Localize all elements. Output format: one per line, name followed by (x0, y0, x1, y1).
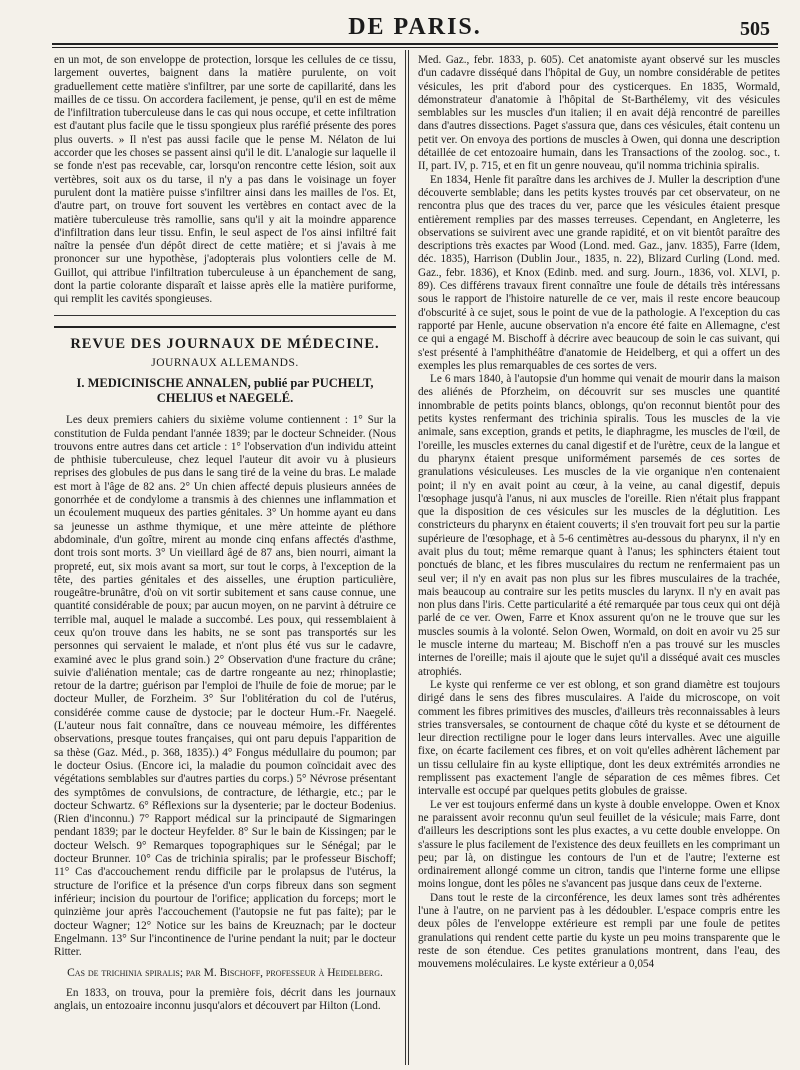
section-subtitle: JOURNAUX ALLEMANDS. (151, 356, 299, 369)
paragraph: Dans tout le reste de la circonférence, les deux lames sont très adhérentes l'une à l'autre, on ne parvient pas à les dédoubler. L'espace compris entre les deux pôles de l'enveloppe extérieure est rempli par une foule de petites granulations qui rendent cette partie du kyste un peu moins transparente que le reste de son étendue. Ces petites granulations montrent, dans l'eau, des mouvemens moléculaires. Le kyste extérieur a 0,054 (418, 891, 780, 971)
section-rule-thick (54, 326, 396, 328)
column-divider-second (408, 50, 409, 1065)
paragraph: En 1833, on trouva, pour la première fois, décrit dans les journaux anglais, un entozoaire inconnu jusqu'alors et découvert par Hilton (Lond. (54, 986, 396, 1012)
paragraph: Les deux premiers cahiers du sixième volume contiennent : 1° Sur la constitution de Fulda pendant l'année 1839; par le docteur Schneider. (Nous trouvons entre autres dans cet article : 1° l'observation d'un individu atteint de phthisie tuberculeuse, chez lequel l'auteur dit avoir vu à plusieurs reprises des globules de pus dans le sang tiré de la veine du bras. Le malade est mort à l'âge de 82 ans. 2° Un chien affecté depuis plusieurs années de gonorrhée et de condylome a transmis à des chiennes une inflammation et un écoulement muqueux des parties génitales. 3° Un homme ayant eu dans sa jeunesse un asthme thymique, et une mère atteinte de pléthore abdominale, d'un goître, mirent au monde cinq enfans affectés d'asthme, dont trois sont morts. 3° Un vieillard âgé de 87 ans, bien nourri, aimant la propreté, eut, six mois avant sa mort, sur tout le corps, à l'exception de la tête, des parties génitales et des aisselles, une éruption particulière, rougeâtre-brunâtre, d'où on vit sortir subitement et sans cause connue, une quantité considérable de poux; par aucun moyen, on ne parvint à détruire ce terrible mal, auquel le malade a succombé. Les poux, qui ressemblaient à ceux qu'on trouve dans les habits, ne se sont pas transportés sur les personnes qui servaient le malade, et n'ont plus été vus sur le cadavre, examiné avec le plus grand soin.) 2° Observation d'une fracture du crâne; suivie d'aliénation mentale; cas de dartre rongeante au nez; rhinoplastie; retour de la dartre; guérison par l'emploi de l'huile de foie de morue; par le docteur Muller, de Forzheim. 3° Sur l'oblitération du col de l'utérus, considérée comme cause de dystocie; par le docteur Hum.-Fr. Naegelé. (L'auteur nous fait connaître, dans ce nouveau mémoire, les différentes observations, presque toutes françaises, qui ont paru depuis l'apparition de sa thèse (Gaz. Méd., p. 368, 1835).) 4° Fongus médullaire du poumon; par le docteur Osius. (Encore ici, la maladie du poumon coïncidait avec des végétations semblables sur d'autres parties du corps.) 5° Névrose présentant des symptômes de convulsions, de contracture, de léthargie, etc.; par le docteur Schwartz. 6° Réflexions sur la dysenterie; par le docteur Bodenius. (Rien d'inconnu.) 7° Rapport médical sur la principauté de Sigmaringen pendant 1839; par le docteur Heyfelder. 8° Sur le bain de Kissingen; par le docteur Welsch. 9° Remarques topographiques sur le Sénégal; par le docteur Brunner. 10° Cas de trichinia spiralis; par le professeur Bischoff; 11° Cas d'accouchement rendu difficile par le prolapsus de l'utérus, la structure de l'orifice et la présence d'un corps fibreux dans son segment inférieur; incision du pourtour de l'orifice; application du forceps; mort le quinzième jour après l'accouchement (l'autopsie ne fut pas faite); par le docteur Wagner; 12° Notice sur les bains de Kreuznach; par le docteur Engelmann. 13° Sur l'incontinence de l'urine pendant la nuit; par le docteur Ritter. (54, 414, 396, 959)
page-header (52, 12, 778, 46)
paragraph: Le ver est toujours enfermé dans un kyste à double enveloppe. Owen et Knox ne paraissent avoir reconnu qu'un seul feuillet de la vésicule; mais Farre, dont d'ailleurs les descriptions sont les plus exactes, a vu cette double enveloppe. On s'assure le plus facilement de l'existence des deux feuillets en les comprimant un peu; par là, on distingue les contours de l'un et de l'autre; l'externe est ordinairement allongé comme un citron, tandis que l'interne forme une ellipse moins longue, dont les pôles ne s'avancent pas jusque dans ceux de l'externe. (418, 798, 780, 891)
column-divider (405, 50, 406, 1065)
paragraph: Le 6 mars 1840, à l'autopsie d'un homme qui venait de mourir dans la maison des aliénés de Pforzheim, on découvrit sur ses muscles une quantité innombrable de petits points blancs, oblongs, qu'on reconnut bientôt pour des petits kystes renfermant des trichinia spiralis. Tous les muscles de la vie animale, sans exception, grands et petits, le diaphragme, les muscles de l'œil, de l'oreille, les muscles externes du canal digestif et de l'urètre, ceux de la langue et du pharynx étaient presque uniformément parsemés de ces sortes de granulations vésiculeuses. Les muscles de la vie organique n'en contenaient point; il n'y en avait point au cœur, à la veine, au canal digestif, depuis l'œsophage jusqu'à l'anus, ni aux muscles de l'oreille. Rien n'était plus frappant que la disposition de ces vésicules sur les muscles de la déglutition. Les constricteurs du pharynx en étaient couverts; il s'en trouvait fort peu sur la partie supérieure de l'œsophage, et à 5-6 centimètres au-dessous du pharynx, il n'y en avait plus du tout; même remarque quant à l'anus; les sphincters étaient tout ponctués de blanc, et les fibres musculaires du rectum ne renfermaient pas un seul ver; il n'y en avait pas non plus sur les fibres musculaires de la trachée, mais beaucoup au contraire sur les petits muscles du larynx. Il n'y en avait pas non plus dans l'iris. Cette particularité a été remarquée par tous ceux qui ont déjà parlé de ce ver. Owen, Farre et Knox assurent qu'on ne le trouve que sur les muscles soumis à la volonté. Selon Owen, Wormald, on doit en avoir vu 25 sur le muscle interne du marteau; M. Bischoff n'en a pas trouvé sur les muscles internes de l'oreille; mais il ajoute que le sujet qu'il a disséqué avait ces muscles atrophiés. (418, 373, 780, 678)
running-title: DE PARIS. (348, 14, 482, 40)
right-column (418, 54, 780, 971)
page-number: 505 (740, 18, 770, 40)
header-rule (52, 43, 778, 45)
article-title: I. MEDICINISCHE ANNALEN, publié par PUCHELT, CHELIUS et NAEGELÉ. (76, 376, 374, 406)
sub-article-title: Cas de trichinia spiralis; par M. Bischoff, professeur à Heidelberg. (67, 967, 383, 980)
section-rule (54, 315, 396, 316)
paragraph: Le kyste qui renferme ce ver est oblong, et son grand diamètre est toujours dirigé dans le sens des fibres musculaires. A l'aide du microscope, on voit comment les fibres primitives des muscles, d'ailleurs très reconnaissables à leurs stries transversales, se contournent de chaque côté du kyste et se détournent de leur direction rectiligne pour le loger dans leurs intervalles. Avec une aiguille fixe, on écarte facilement ces fibres, et on voit qu'elles adhèrent lâchement par un tissu cellulaire fin au kyste elliptique, dont les deux extrémités arrondies ne remplissent pas exactement l'angle de séparation de ces mêmes fibres. Cet intervalle est occupé par quelques petits globules de graisse. (418, 678, 780, 798)
paragraph: en un mot, de son enveloppe de protection, lorsque les cellules de ce tissu, largement ouvertes, baignent dans la matière purulente, on voit graduellement cette matière s'infiltrer, par une sorte de capillarité, dans les mailles de ce tissu. On accordera facilement, je pense, qu'il en est de même de l'infiltration tuberculeuse dans le cas qui nous occupe, et cette infiltration est d'autant plus facile que le tissu spongieux plus raréfié présente des pores plus ouverts. » Il n'est pas aussi facile que le pense M. Nélaton de lui accorder que les choses se passent ainsi qu'il le dit. L'analogie sur laquelle il se fonde n'est pas recevable, car, lorsqu'on rencontre cette lésion, soit aux vertèbres, soit aux os du tarse, il n'y a pas dans le voisinage un foyer purulent dont la matière puisse s'infiltrer ainsi dans les mailles de l'os. Et, d'autre part, on trouve fort souvent les vertèbres en contact avec de la matière tuberculeuse très ramollie, sans qu'il y ait la moindre apparence d'infiltration dans leur tissu. Enfin, le seul aspect de l'os ainsi infiltré fait naître la pensée d'un dépôt direct de cette matière; et si j'avais à me prononcer sur une hypothèse, j'adopterais plus volontiers celle de M. Guillot, qui attribue l'infiltration tuberculeuse à un épanchement de sang, dont la partie colorante disparaît et laisse après elle la matière puriforme, qui remplit les cavités spongieuses. (54, 54, 396, 306)
paragraph: En 1834, Henle fit paraître dans les archives de J. Muller la description d'une découverte semblable; dans les petits kystes trouvés par cet observateur, on ne rencontra plus que des traces du ver, parce que les vésicules étaient presque entièrement remplies par des masses terreuses. Cependant, en Angleterre, les observations se suivirent avec une grande rapidité, et on vit bientôt paraître des descriptions très exactes par Wood (Lond. med. Gaz., janv. 1835), Farre (Idem, déc. 1835), Harrison (Dublin Jour., 1835, n. 22), Blizard Curling (Lond. med. Gaz., febr. 1836), et Knox (Edinb. med. and surg. Journ., 1836, vol. XLVI, p. 89). Ces différens travaux firent connaître une foule de détails très intéressans sous le rapport de l'histoire naturelle de ce ver, mais il reste encore beaucoup d'obscurité à ce sujet, sous le point de vue de la pathologie. A l'exception du cas rapporté par Henle, aucune observation n'a encore été faite en Allemagne, c'est ce qui a engagé M. Bischoff à décrire avec beaucoup de soin le cas suivant, qui s'est présenté à l'amphithéâtre d'anatomie de Heidelberg, et qui a offert un des exemples les plus remarquables de ces sortes de vers. (418, 173, 780, 372)
header-rule-thin (52, 47, 778, 48)
left-column (54, 54, 396, 1013)
paragraph: Med. Gaz., febr. 1833, p. 605). Cet anatomiste ayant observé sur les muscles d'un cadavre disséqué dans l'hôpital de Guy, un nombre considérable de petites vésicules, les prit d'abord pour des cysticerques. En 1835, Wormald, démonstrateur d'anatomie à l'hôpital de St-Barthélemy, vit des vésicules semblables sur les muscles d'un italien; il en avait déjà rencontré de pareilles dans d'autres dissections. Paget s'assura que, dans ces vésicules, était contenu un petit ver. On envoya des portions de muscles à Owen, qui donna une description détaillée de cet entozoaire humain, dans les Transactions of the zoolog. soc., t. II, part. IV, p. 715, et en fit un genre nouveau, qu'il nomma trichinia spiralis. (418, 54, 780, 173)
section-title: REVUE DES JOURNAUX DE MÉDECINE. (70, 335, 380, 352)
